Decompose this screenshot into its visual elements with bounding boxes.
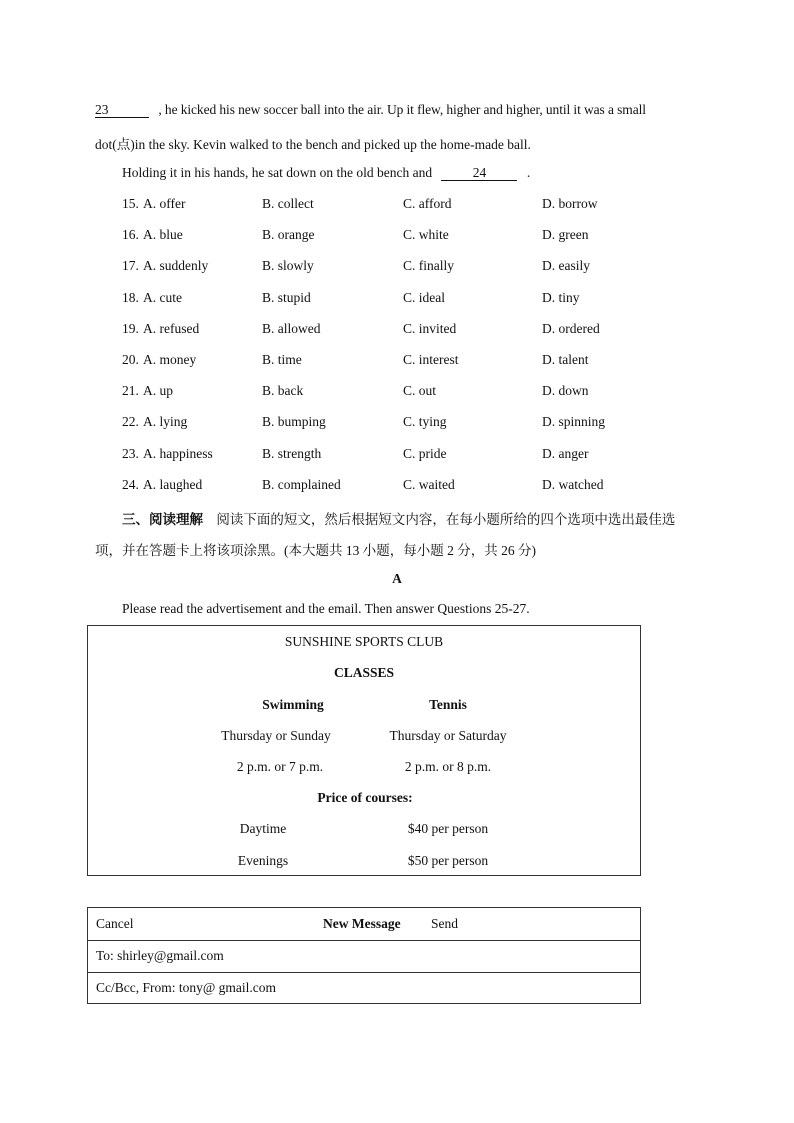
- cancel-button[interactable]: Cancel: [96, 916, 134, 931]
- option-c: C. finally: [403, 258, 454, 273]
- option-d: D. tiny: [542, 290, 580, 305]
- option-c: C. ideal: [403, 290, 445, 305]
- daytime-label: Daytime: [239, 821, 287, 836]
- swimming-times: 2 p.m. or 7 p.m.: [236, 759, 324, 774]
- passage-line-3: [122, 165, 530, 181]
- passage-text: dot(点)in the sky. Kevin walked to the bench and picked up the home-made ball.: [95, 137, 531, 152]
- email-title: New Message: [323, 916, 401, 931]
- passage-line-1: [95, 102, 646, 118]
- question-number: 15.: [122, 196, 139, 211]
- option-d: D. spinning: [542, 414, 606, 429]
- passage-text: , he kicked his new soccer ball into the air. Up it flew, higher and higher, until it was a small: [158, 102, 646, 117]
- email-header-row: [88, 908, 640, 941]
- email-to-row: [88, 940, 640, 973]
- advertisement-box: [87, 625, 641, 876]
- daytime-price: $40 per person: [407, 821, 489, 836]
- question-number: 22.: [122, 414, 139, 429]
- option-b: B. slowly: [262, 258, 314, 273]
- option-d: D. easily: [542, 258, 590, 273]
- ad-subtitle: CLASSES: [333, 665, 395, 680]
- option-d: D. anger: [542, 446, 589, 461]
- option-b: B. time: [262, 352, 302, 367]
- option-a: A. cute: [143, 290, 182, 305]
- question-number: 24.: [122, 477, 139, 492]
- question-number: 18.: [122, 290, 139, 305]
- email-from-row: [88, 972, 640, 1003]
- tennis-times: 2 p.m. or 8 p.m.: [404, 759, 492, 774]
- evenings-label: Evenings: [237, 853, 289, 868]
- option-a: A. money: [143, 352, 197, 367]
- reading-intro: Please read the advertisement and the email. Then answer Questions 25-27.: [122, 601, 530, 616]
- section-heading-line: [122, 508, 675, 528]
- swimming-days: Thursday or Sunday: [221, 728, 331, 743]
- answer-blank-23: [95, 102, 149, 118]
- question-number: 23.: [122, 446, 139, 461]
- option-a: A. up: [143, 383, 173, 398]
- option-b: B. bumping: [262, 414, 326, 429]
- email-to-field[interactable]: To: shirley@gmail.com: [96, 948, 224, 963]
- question-number: 21.: [122, 383, 139, 398]
- part-label: A: [392, 571, 402, 586]
- option-b: B. allowed: [262, 321, 321, 336]
- question-number: 16.: [122, 227, 139, 242]
- answer-blank-24: [441, 165, 517, 181]
- option-c: C. white: [403, 227, 449, 242]
- section-instruction-line-2: [95, 539, 536, 559]
- option-b: B. complained: [262, 477, 341, 492]
- option-a: A. lying: [143, 414, 188, 429]
- option-d: D. green: [542, 227, 589, 242]
- option-d: D. down: [542, 383, 589, 398]
- tennis-days: Thursday or Saturday: [389, 728, 507, 743]
- option-c: C. afford: [403, 196, 452, 211]
- option-c: C. tying: [403, 414, 447, 429]
- passage-text: Holding it in his hands, he sat down on the old bench and: [122, 165, 433, 180]
- option-b: B. stupid: [262, 290, 311, 305]
- price-heading: Price of courses:: [317, 790, 413, 805]
- question-number: 19.: [122, 321, 139, 336]
- email-from-field[interactable]: Cc/Bcc, From: tony@ gmail.com: [96, 980, 277, 995]
- question-number: 20.: [122, 352, 139, 367]
- option-a: A. suddenly: [143, 258, 209, 273]
- option-b: B. collect: [262, 196, 314, 211]
- option-c: C. waited: [403, 477, 455, 492]
- option-d: D. watched: [542, 477, 604, 492]
- option-d: D. borrow: [542, 196, 598, 211]
- section-instruction: 阅读下面的短文，然后根据短文内容，在每小题所给的四个选项中选出最佳选: [216, 512, 676, 527]
- option-b: B. back: [262, 383, 304, 398]
- evenings-price: $50 per person: [407, 853, 489, 868]
- section-instruction-2: 项，并在答题卡上将该项涂黑。(本大题共 13 小题，每小题 2 分，共 26 分): [95, 543, 536, 558]
- sentence-end: .: [526, 165, 531, 180]
- send-button[interactable]: Send: [431, 916, 458, 931]
- email-box: [87, 907, 641, 1004]
- option-c: C. pride: [403, 446, 447, 461]
- passage-line-2: [95, 133, 531, 153]
- swimming-heading: Swimming: [262, 697, 324, 712]
- option-d: D. talent: [542, 352, 589, 367]
- option-a: A. refused: [143, 321, 200, 336]
- option-a: A. happiness: [143, 446, 213, 461]
- blank-number: 24: [472, 165, 487, 180]
- option-d: D. ordered: [542, 321, 600, 336]
- option-a: A. laughed: [143, 477, 203, 492]
- option-c: C. invited: [403, 321, 457, 336]
- option-c: C. out: [403, 383, 437, 398]
- ad-title: SUNSHINE SPORTS CLUB: [284, 634, 444, 649]
- option-a: A. blue: [143, 227, 183, 242]
- option-a: A. offer: [143, 196, 186, 211]
- tennis-heading: Tennis: [429, 697, 467, 712]
- option-b: B. strength: [262, 446, 322, 461]
- blank-number: 23: [95, 102, 109, 117]
- question-number: 17.: [122, 258, 139, 273]
- option-c: C. interest: [403, 352, 459, 367]
- option-b: B. orange: [262, 227, 315, 242]
- section-heading: 三、阅读理解: [122, 512, 203, 527]
